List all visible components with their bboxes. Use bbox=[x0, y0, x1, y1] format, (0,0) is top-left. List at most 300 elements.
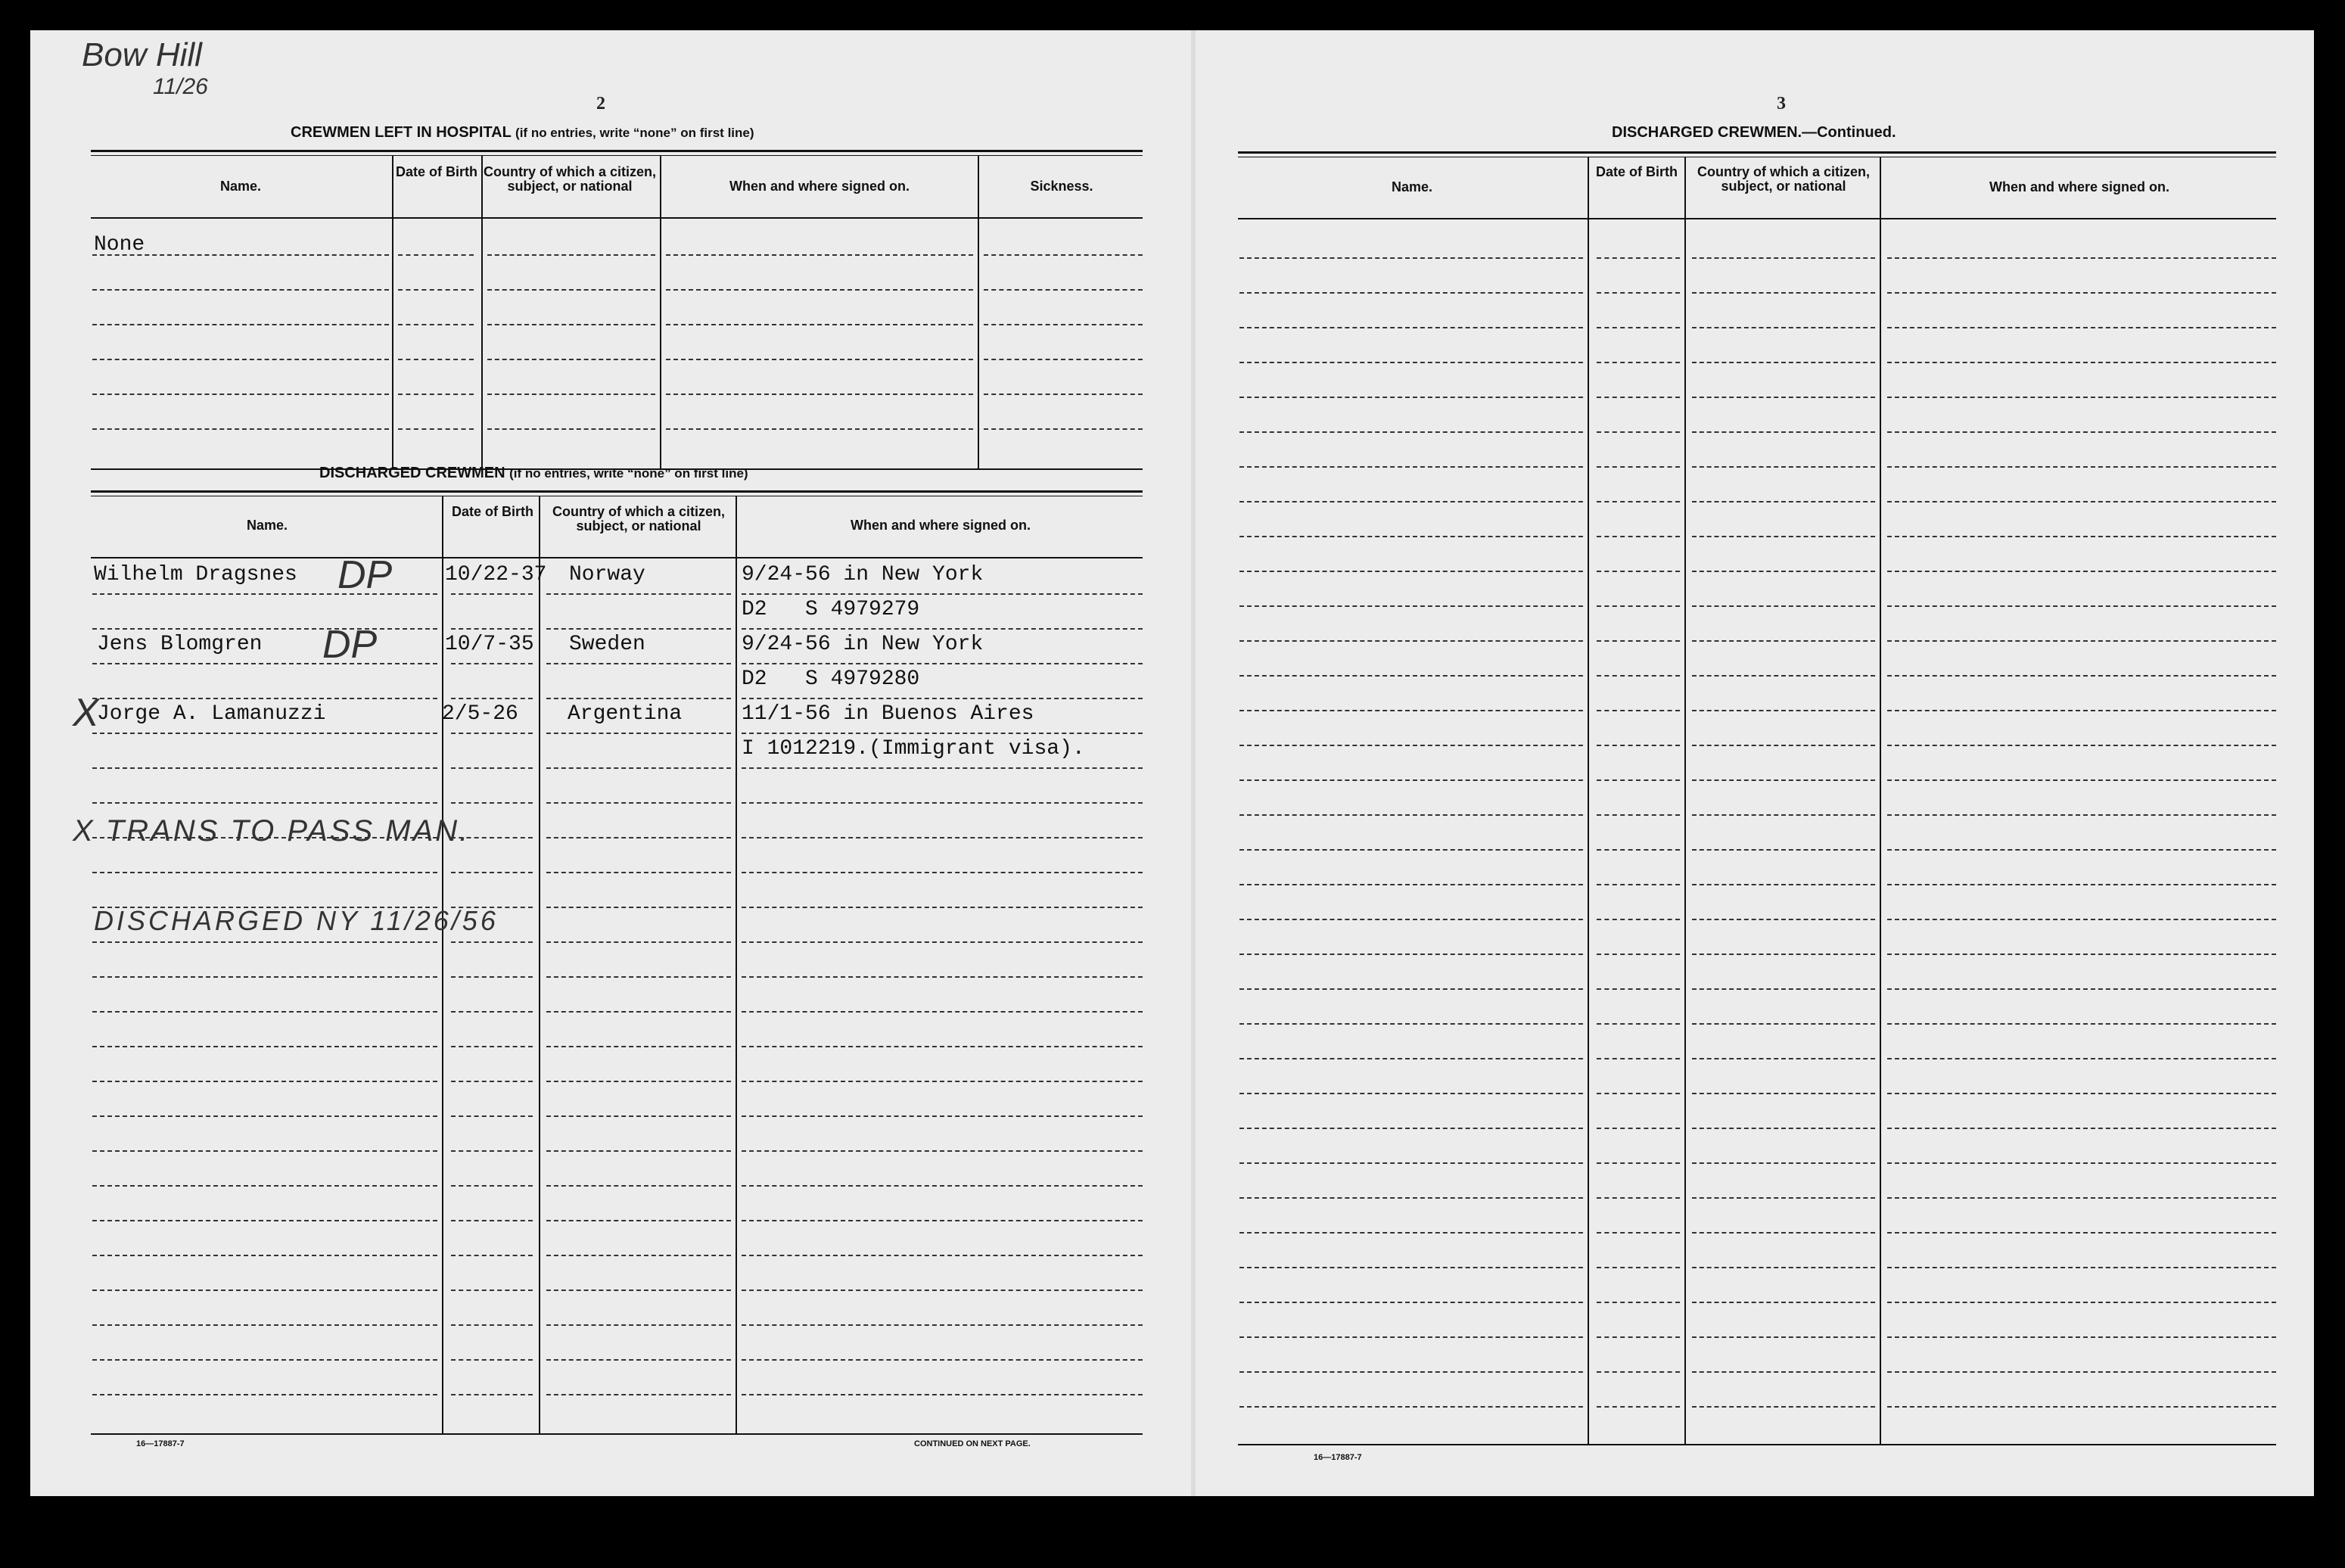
ruled-line bbox=[546, 698, 731, 699]
ruled-line bbox=[92, 428, 389, 430]
ruled-line bbox=[1597, 1371, 1680, 1373]
hospital-title bbox=[291, 124, 754, 142]
ruled-line bbox=[1887, 292, 2276, 294]
ruled-line bbox=[1692, 1336, 1875, 1338]
ruled-line bbox=[1692, 849, 1875, 851]
ruled-line bbox=[742, 907, 1143, 908]
ruled-line bbox=[742, 733, 1143, 734]
ruled-line bbox=[92, 1359, 437, 1361]
ruled-line bbox=[1887, 466, 2276, 468]
crewman-signed-detail: I 1012219.(Immigrant visa). bbox=[742, 737, 1085, 761]
ruled-line bbox=[1597, 466, 1680, 468]
ruled-line bbox=[546, 1185, 731, 1187]
ruled-line bbox=[1692, 745, 1875, 746]
crewman-signed: 11/1-56 in Buenos Aires bbox=[742, 702, 1034, 726]
ruled-line bbox=[984, 394, 1143, 395]
ruled-line bbox=[487, 289, 655, 291]
ruled-line bbox=[1692, 1197, 1875, 1199]
ruled-line bbox=[1239, 814, 1583, 816]
ruled-line bbox=[1887, 1197, 2276, 1199]
ruled-line bbox=[1239, 327, 1583, 328]
right-vline bbox=[1588, 157, 1589, 1445]
ruled-line bbox=[1887, 779, 2276, 781]
form-number: 16—17887-7 bbox=[1314, 1453, 1362, 1462]
ruled-line bbox=[451, 1394, 533, 1395]
ruled-line bbox=[451, 1324, 533, 1326]
ruled-line bbox=[742, 1290, 1143, 1291]
right-vline bbox=[1684, 157, 1686, 1445]
form-number: 16—17887-7 bbox=[136, 1439, 185, 1448]
ruled-line bbox=[1887, 988, 2276, 990]
ruled-line bbox=[1887, 745, 2276, 746]
ruled-line bbox=[1692, 675, 1875, 677]
ruled-line bbox=[1239, 849, 1583, 851]
ruled-line bbox=[1692, 536, 1875, 537]
crewman-signed-detail: D2 S 4979279 bbox=[742, 598, 920, 621]
ruled-line bbox=[984, 359, 1143, 360]
hospital-col-dob: Date of Birth bbox=[396, 164, 477, 179]
ruled-line bbox=[1692, 1128, 1875, 1129]
ruled-line bbox=[1239, 1162, 1583, 1164]
ruled-line bbox=[546, 941, 731, 943]
ruled-line bbox=[742, 628, 1143, 630]
ruled-line bbox=[1887, 1162, 2276, 1164]
ruled-line bbox=[1597, 1128, 1680, 1129]
right-col-country: Country of which a citizen, subject, or national bbox=[1697, 164, 1870, 194]
continued-title: DISCHARGED CREWMEN.—Continued. bbox=[1612, 124, 1896, 141]
hospital-top-rule-2 bbox=[91, 155, 1143, 156]
ruled-line bbox=[1597, 1197, 1680, 1199]
ruled-line bbox=[546, 1081, 731, 1082]
ruled-line bbox=[546, 663, 731, 664]
crewman-name: Jens Blomgren bbox=[97, 633, 263, 656]
ruled-line bbox=[984, 254, 1143, 256]
ruled-line bbox=[1692, 640, 1875, 642]
ruled-line bbox=[1239, 431, 1583, 433]
document-sheet bbox=[30, 30, 2314, 1496]
ruled-line bbox=[451, 698, 533, 699]
ruled-line bbox=[546, 976, 731, 978]
ruled-line bbox=[1239, 919, 1583, 920]
ruled-line bbox=[1692, 884, 1875, 885]
discharged-col-dob: Date of Birth bbox=[452, 504, 533, 519]
ruled-line bbox=[1887, 1336, 2276, 1338]
ruled-line bbox=[546, 767, 731, 769]
ruled-line bbox=[1239, 605, 1583, 607]
ruled-line bbox=[92, 254, 389, 256]
ruled-line bbox=[1239, 257, 1583, 259]
discharged-vline bbox=[442, 496, 443, 1435]
ruled-line bbox=[1887, 919, 2276, 920]
right-col-signed: When and where signed on. bbox=[1989, 179, 2170, 194]
hospital-col-country: Country of which a citizen, subject, or national bbox=[483, 164, 656, 194]
ruled-line bbox=[1887, 1302, 2276, 1303]
ruled-line bbox=[1239, 1023, 1583, 1025]
ruled-line bbox=[742, 1324, 1143, 1326]
ruled-line bbox=[1887, 1023, 2276, 1025]
ruled-line bbox=[487, 324, 655, 325]
crewman-mark: X bbox=[73, 691, 99, 735]
ruled-line bbox=[1692, 431, 1875, 433]
ruled-line bbox=[546, 628, 731, 630]
ruled-line bbox=[546, 837, 731, 838]
ruled-line bbox=[1692, 571, 1875, 572]
handwritten-note-transfer: X TRANS TO PASS MAN. bbox=[73, 814, 471, 848]
ruled-line bbox=[1692, 779, 1875, 781]
hospital-vline bbox=[481, 156, 483, 470]
ruled-line bbox=[1239, 1302, 1583, 1303]
right-col-dob: Date of Birth bbox=[1596, 164, 1678, 179]
ruled-line bbox=[1239, 397, 1583, 398]
ruled-line bbox=[451, 1359, 533, 1361]
ruled-line bbox=[92, 733, 437, 734]
ruled-line bbox=[1887, 954, 2276, 955]
ruled-line bbox=[666, 324, 973, 325]
ruled-line bbox=[451, 1150, 533, 1152]
ruled-line bbox=[666, 359, 973, 360]
ruled-line bbox=[1692, 1162, 1875, 1164]
ruled-line bbox=[1692, 1093, 1875, 1094]
ruled-line bbox=[451, 1220, 533, 1221]
ruled-line bbox=[1887, 640, 2276, 642]
crewman-name: Jorge A. Lamanuzzi bbox=[97, 702, 326, 726]
discharged-vline bbox=[539, 496, 540, 1435]
ruled-line bbox=[1239, 779, 1583, 781]
date-annotation: 11/26 bbox=[153, 74, 208, 99]
ruled-line bbox=[666, 394, 973, 395]
ruled-line bbox=[742, 767, 1143, 769]
ruled-line bbox=[666, 289, 973, 291]
ruled-line bbox=[1597, 710, 1680, 711]
ruled-line bbox=[1887, 501, 2276, 502]
ruled-line bbox=[1597, 292, 1680, 294]
hospital-col-sickness: Sickness. bbox=[1030, 179, 1093, 194]
ruled-line bbox=[1692, 397, 1875, 398]
ruled-line bbox=[1692, 814, 1875, 816]
ruled-line bbox=[1887, 1093, 2276, 1094]
discharged-bottom-rule bbox=[91, 1433, 1143, 1435]
ruled-line bbox=[1597, 327, 1680, 328]
ruled-line bbox=[984, 428, 1143, 430]
ruled-line bbox=[546, 1255, 731, 1256]
ruled-line bbox=[1887, 849, 2276, 851]
ruled-line bbox=[398, 394, 474, 395]
ruled-line bbox=[742, 1011, 1143, 1013]
ruled-line bbox=[92, 1185, 437, 1187]
ruled-line bbox=[1597, 814, 1680, 816]
right-col-name: Name. bbox=[1391, 179, 1433, 194]
ruled-line bbox=[1887, 884, 2276, 885]
ruled-line bbox=[451, 1011, 533, 1013]
ruled-line bbox=[1692, 710, 1875, 711]
ruled-line bbox=[1692, 1058, 1875, 1059]
ruled-line bbox=[1597, 640, 1680, 642]
ruled-line bbox=[451, 872, 533, 873]
right-page bbox=[1196, 30, 2314, 1496]
ruled-line bbox=[1597, 1302, 1680, 1303]
ruled-line bbox=[451, 941, 533, 943]
hospital-top-rule bbox=[91, 150, 1143, 152]
discharged-col-name: Name. bbox=[246, 518, 288, 533]
ruled-line bbox=[92, 941, 437, 943]
discharged-title-sub: (if no entries, write “none” on first line) bbox=[509, 466, 748, 481]
ruled-line bbox=[1887, 1058, 2276, 1059]
ruled-line bbox=[1597, 988, 1680, 990]
discharged-title-main: DISCHARGED CREWMEN bbox=[319, 465, 505, 481]
hospital-title-main: CREWMEN LEFT IN HOSPITAL bbox=[291, 124, 512, 141]
ruled-line bbox=[1692, 1023, 1875, 1025]
ruled-line bbox=[1887, 362, 2276, 363]
ruled-line bbox=[546, 1011, 731, 1013]
ruled-line bbox=[742, 1394, 1143, 1395]
ruled-line bbox=[1239, 675, 1583, 677]
ruled-line bbox=[1887, 397, 2276, 398]
ruled-line bbox=[546, 1150, 731, 1152]
ruled-line bbox=[1597, 1058, 1680, 1059]
ruled-line bbox=[398, 359, 474, 360]
ruled-line bbox=[451, 1046, 533, 1047]
ruled-line bbox=[1597, 1162, 1680, 1164]
ruled-line bbox=[1692, 605, 1875, 607]
ruled-line bbox=[546, 907, 731, 908]
ruled-line bbox=[92, 1394, 437, 1395]
ruled-line bbox=[1597, 779, 1680, 781]
ruled-line bbox=[546, 802, 731, 804]
ruled-line bbox=[92, 802, 437, 804]
crewman-signed-detail: D2 S 4979280 bbox=[742, 667, 920, 691]
ruled-line bbox=[1239, 536, 1583, 537]
ship-annotation: Bow Hill bbox=[82, 36, 202, 73]
crewman-dob: 10/22-37 bbox=[445, 563, 547, 586]
ruled-line bbox=[1597, 1023, 1680, 1025]
ruled-line bbox=[546, 733, 731, 734]
ruled-line bbox=[1887, 710, 2276, 711]
ruled-line bbox=[1887, 571, 2276, 572]
ruled-line bbox=[742, 872, 1143, 873]
ruled-line bbox=[666, 254, 973, 256]
ruled-line bbox=[451, 593, 533, 595]
crewman-country: Norway bbox=[569, 563, 645, 586]
ruled-line bbox=[92, 1150, 437, 1152]
ruled-line bbox=[1239, 710, 1583, 711]
ruled-line bbox=[1597, 431, 1680, 433]
discharged-header-rule bbox=[91, 557, 1143, 558]
ruled-line bbox=[984, 324, 1143, 325]
ruled-line bbox=[92, 1081, 437, 1082]
ruled-line bbox=[742, 698, 1143, 699]
ruled-line bbox=[1239, 1232, 1583, 1234]
ruled-line bbox=[92, 1255, 437, 1256]
ruled-line bbox=[546, 1394, 731, 1395]
ruled-line bbox=[451, 733, 533, 734]
ruled-line bbox=[487, 394, 655, 395]
ruled-line bbox=[451, 1255, 533, 1256]
ruled-line bbox=[92, 1220, 437, 1221]
ruled-line bbox=[1239, 1371, 1583, 1373]
ruled-line bbox=[1239, 988, 1583, 990]
ruled-line bbox=[1692, 988, 1875, 990]
ruled-line bbox=[984, 289, 1143, 291]
ruled-line bbox=[451, 1115, 533, 1117]
ruled-line bbox=[92, 1046, 437, 1047]
ruled-line bbox=[546, 593, 731, 595]
handwritten-note-discharged: DISCHARGED NY 11/26/56 bbox=[94, 905, 499, 936]
ruled-line bbox=[742, 593, 1143, 595]
ruled-line bbox=[1239, 1197, 1583, 1199]
ruled-line bbox=[1692, 327, 1875, 328]
ruled-line bbox=[92, 976, 437, 978]
ruled-line bbox=[742, 1150, 1143, 1152]
right-top-rule bbox=[1238, 151, 2276, 154]
hospital-col-name: Name. bbox=[219, 179, 262, 194]
right-bottom-rule bbox=[1238, 1444, 2276, 1445]
crewman-country: Sweden bbox=[569, 633, 645, 656]
discharged-col-country: Country of which a citizen, subject, or national bbox=[552, 504, 725, 534]
ruled-line bbox=[742, 1115, 1143, 1117]
ruled-line bbox=[1692, 1232, 1875, 1234]
ruled-line bbox=[1597, 1093, 1680, 1094]
ruled-line bbox=[398, 428, 474, 430]
hospital-title-sub: (if no entries, write “none” on first line) bbox=[515, 126, 754, 140]
ruled-line bbox=[487, 428, 655, 430]
ruled-line bbox=[398, 289, 474, 291]
ruled-line bbox=[1597, 849, 1680, 851]
ruled-line bbox=[1887, 431, 2276, 433]
ruled-line bbox=[1239, 640, 1583, 642]
ruled-line bbox=[1597, 397, 1680, 398]
ruled-line bbox=[1239, 1267, 1583, 1268]
ruled-line bbox=[398, 324, 474, 325]
ruled-line bbox=[742, 1081, 1143, 1082]
right-vline bbox=[1880, 157, 1881, 1445]
ruled-line bbox=[1692, 1406, 1875, 1408]
ruled-line bbox=[451, 802, 533, 804]
crewman-dob: 10/7-35 bbox=[445, 633, 534, 656]
ruled-line bbox=[1239, 954, 1583, 955]
discharge-mark: DP bbox=[322, 623, 378, 667]
ruled-line bbox=[1597, 571, 1680, 572]
ruled-line bbox=[92, 359, 389, 360]
ruled-line bbox=[92, 663, 437, 664]
ruled-line bbox=[546, 1290, 731, 1291]
ruled-line bbox=[1692, 1302, 1875, 1303]
ruled-line bbox=[487, 359, 655, 360]
right-header-rule bbox=[1238, 218, 2276, 219]
crewman-signed: 9/24-56 in New York bbox=[742, 633, 984, 656]
ruled-line bbox=[92, 1115, 437, 1117]
ruled-line bbox=[1692, 1267, 1875, 1268]
ruled-line bbox=[1692, 466, 1875, 468]
ruled-line bbox=[546, 1359, 731, 1361]
ruled-line bbox=[742, 1185, 1143, 1187]
hospital-vline bbox=[660, 156, 661, 470]
ruled-line bbox=[1887, 1128, 2276, 1129]
ruled-line bbox=[1887, 675, 2276, 677]
ruled-line bbox=[451, 1081, 533, 1082]
ruled-line bbox=[1597, 1267, 1680, 1268]
ruled-line bbox=[1239, 571, 1583, 572]
ruled-line bbox=[546, 872, 731, 873]
ruled-line bbox=[451, 1185, 533, 1187]
crewman-dob: 2/5-26 bbox=[442, 702, 518, 726]
ruled-line bbox=[1239, 501, 1583, 502]
ruled-line bbox=[1597, 605, 1680, 607]
page-number: 3 bbox=[1777, 94, 1786, 114]
ruled-line bbox=[92, 1324, 437, 1326]
ruled-line bbox=[451, 767, 533, 769]
ruled-line bbox=[1597, 745, 1680, 746]
ruled-line bbox=[398, 254, 474, 256]
discharged-col-signed: When and where signed on. bbox=[850, 518, 1031, 533]
ruled-line bbox=[1597, 954, 1680, 955]
discharged-title bbox=[319, 465, 748, 482]
ruled-line bbox=[451, 1290, 533, 1291]
hospital-col-signed: When and where signed on. bbox=[729, 179, 910, 194]
ruled-line bbox=[666, 428, 973, 430]
ruled-line bbox=[1239, 362, 1583, 363]
ruled-line bbox=[92, 1011, 437, 1013]
ruled-line bbox=[1239, 1128, 1583, 1129]
ruled-line bbox=[742, 1046, 1143, 1047]
ruled-line bbox=[1887, 605, 2276, 607]
ruled-line bbox=[1887, 257, 2276, 259]
ruled-line bbox=[1692, 362, 1875, 363]
ruled-line bbox=[1692, 292, 1875, 294]
ruled-line bbox=[487, 254, 655, 256]
ruled-line bbox=[742, 976, 1143, 978]
ruled-line bbox=[546, 1220, 731, 1221]
ruled-line bbox=[1597, 919, 1680, 920]
hospital-vline bbox=[978, 156, 979, 470]
ruled-line bbox=[1692, 257, 1875, 259]
ruled-line bbox=[1887, 1267, 2276, 1268]
ruled-line bbox=[1887, 1371, 2276, 1373]
ruled-line bbox=[92, 324, 389, 325]
ruled-line bbox=[1692, 954, 1875, 955]
ruled-line bbox=[1887, 327, 2276, 328]
ruled-line bbox=[1597, 884, 1680, 885]
ruled-line bbox=[546, 1115, 731, 1117]
discharged-top-rule bbox=[91, 490, 1143, 493]
ruled-line bbox=[1239, 466, 1583, 468]
hospital-header-rule bbox=[91, 217, 1143, 219]
left-page bbox=[30, 30, 1191, 1496]
ruled-line bbox=[1239, 884, 1583, 885]
ruled-line bbox=[1597, 1232, 1680, 1234]
ruled-line bbox=[451, 976, 533, 978]
ruled-line bbox=[92, 394, 389, 395]
ruled-line bbox=[742, 837, 1143, 838]
continued-note: CONTINUED ON NEXT PAGE. bbox=[914, 1439, 1031, 1448]
ruled-line bbox=[742, 1359, 1143, 1361]
ruled-line bbox=[1887, 1406, 2276, 1408]
ruled-line bbox=[1597, 536, 1680, 537]
ruled-line bbox=[1239, 1058, 1583, 1059]
ruled-line bbox=[742, 941, 1143, 943]
ruled-line bbox=[1692, 501, 1875, 502]
ruled-line bbox=[1239, 745, 1583, 746]
ruled-line bbox=[1887, 536, 2276, 537]
crewman-signed: 9/24-56 in New York bbox=[742, 563, 984, 586]
discharged-vline bbox=[736, 496, 737, 1435]
ruled-line bbox=[1239, 1336, 1583, 1338]
ruled-line bbox=[1597, 1336, 1680, 1338]
discharge-mark: DP bbox=[337, 553, 393, 597]
ruled-line bbox=[742, 802, 1143, 804]
ruled-line bbox=[1887, 814, 2276, 816]
ruled-line bbox=[1239, 1093, 1583, 1094]
page-number: 2 bbox=[596, 94, 605, 114]
